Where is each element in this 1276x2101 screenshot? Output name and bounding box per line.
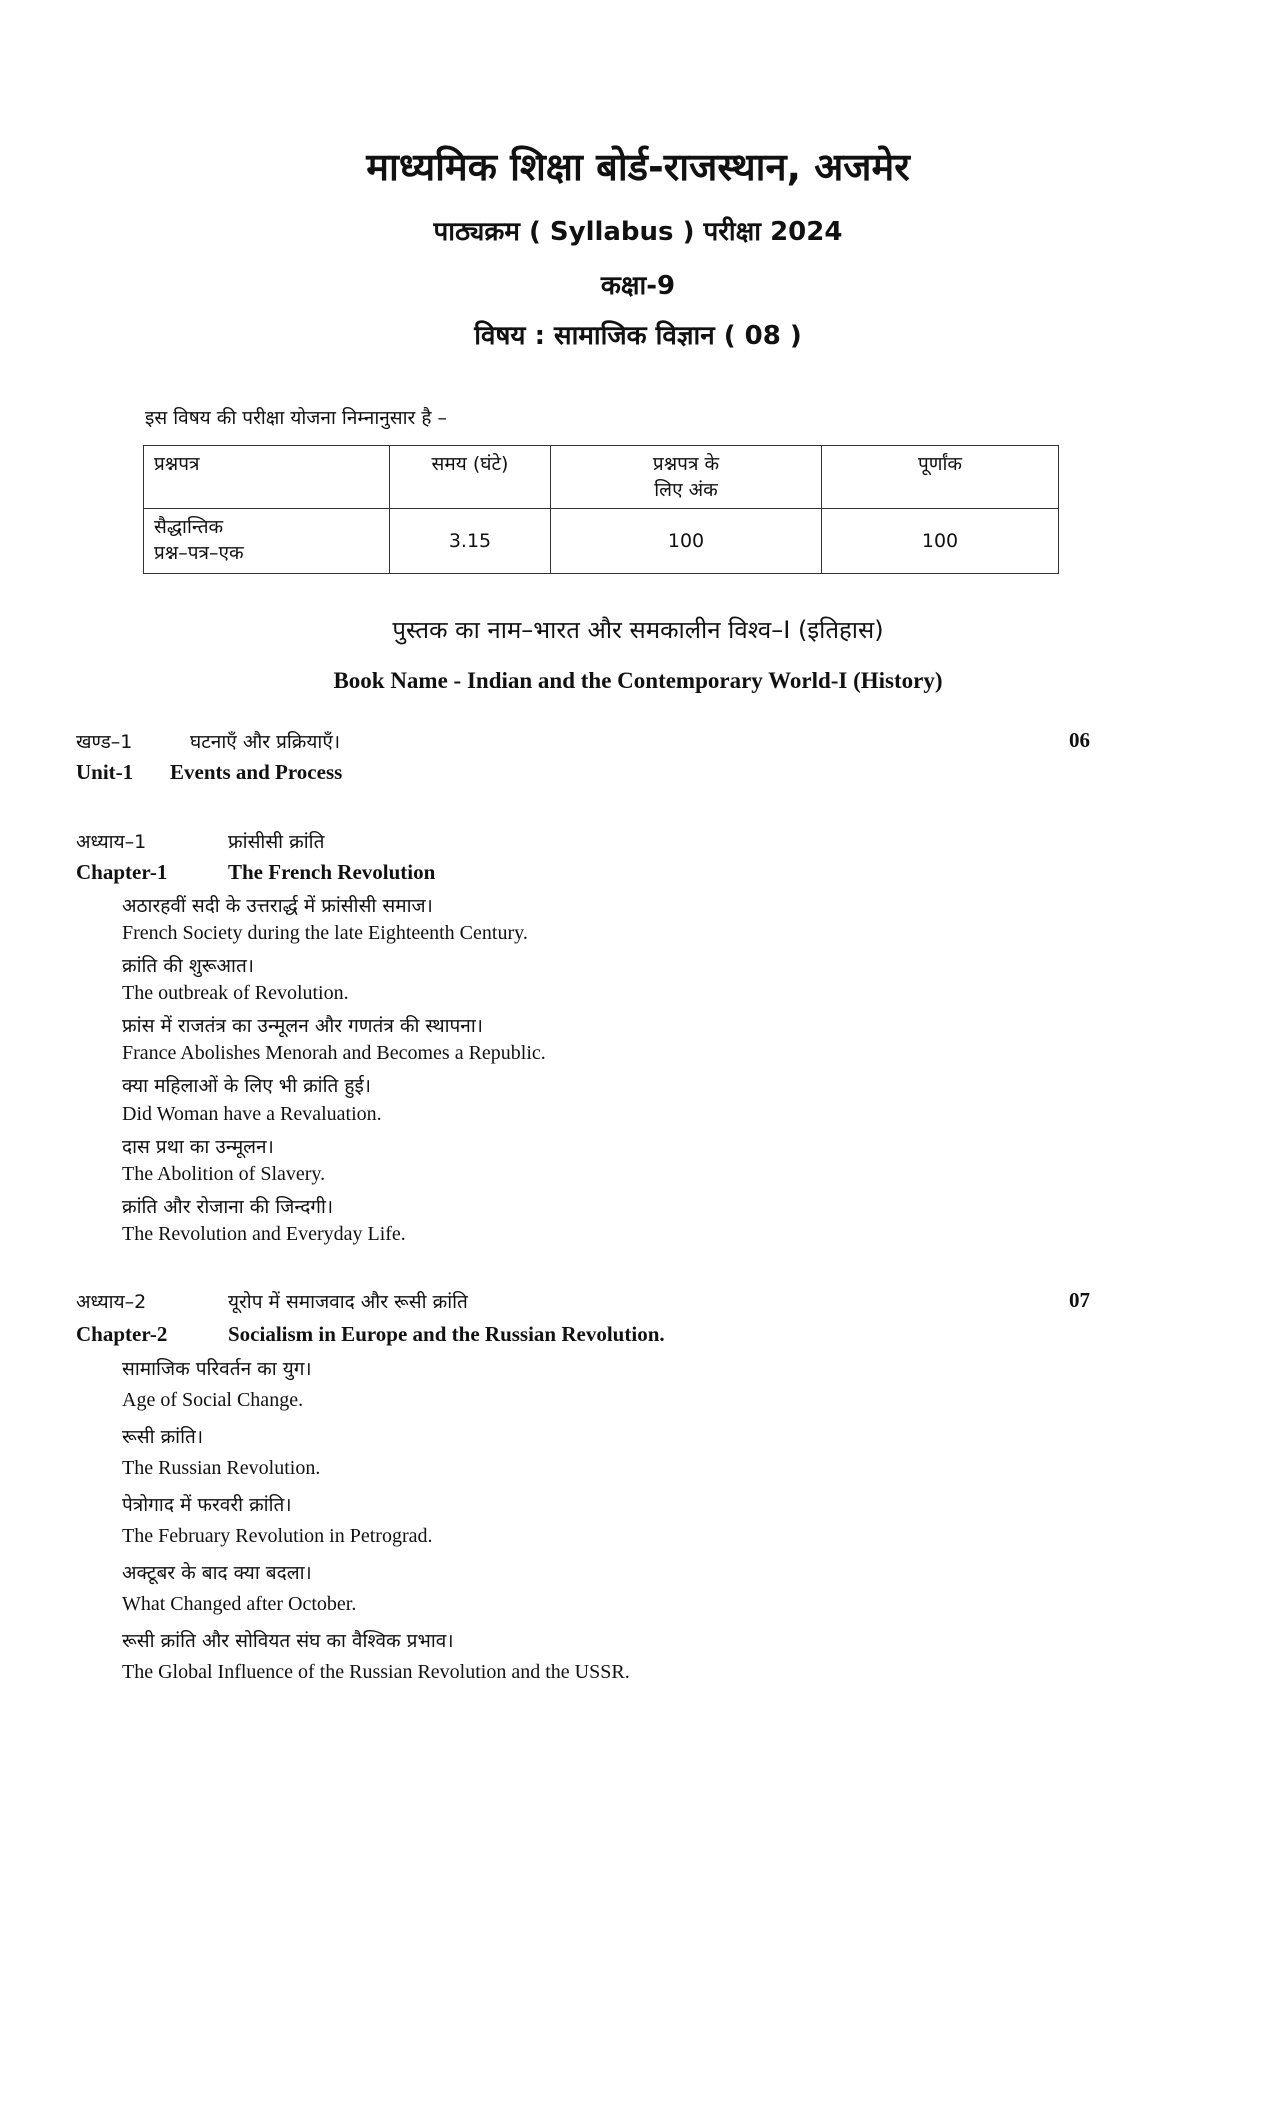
chapter2-topic-english: Age of Social Change. [122,1389,304,1411]
chapter2-title-english: Socialism in Europe and the Russian Revolution. [228,1322,665,1346]
chapter1-topic-english: France Abolishes Menorah and Becomes a Republic. [122,1042,546,1064]
unit-title-english: Events and Process [170,760,343,784]
header-total: पूर्णांक [822,446,1059,509]
chapter1-topic-hindi: क्रांति और रोजाना की जिन्दगी। [122,1196,334,1218]
cell-paper-line2: प्रश्न–पत्र–एक [154,542,244,564]
header-time: समय (घंटे) [390,446,551,509]
chapter1-topic-hindi: क्रांति की शुरूआत। [122,955,254,977]
cell-paper-line1: सैद्धान्तिक [154,516,224,538]
exam-scheme-table [143,445,1059,574]
chapter2-title-hindi: यूरोप में समाजवाद और रूसी क्रांति [228,1291,468,1313]
syllabus-heading: पाठ्यक्रम ( Syllabus ) परीक्षा 2024 [433,217,843,247]
chapter2-topic-hindi: सामाजिक परिवर्तन का युग। [122,1358,312,1380]
unit-label-english: Unit-1 [76,760,134,784]
unit-label-hindi: खण्ड–1 [76,731,133,753]
chapter1-topic-english: The Revolution and Everyday Life. [122,1223,406,1245]
cell-paper [144,509,390,574]
cell-total: 100 [822,509,1059,574]
chapter1-title-hindi: फ्रांसीसी क्रांति [228,831,325,853]
subject-heading: विषय : सामाजिक विज्ञान ( 08 ) [474,321,802,351]
chapter1-topic-hindi: अठारहवीं सदी के उत्तरार्द्ध में फ्रांसीसी समाज। [122,895,433,917]
board-title: माध्यमिक शिक्षा बोर्ड-राजस्थान, अजमेर [366,145,910,189]
chapter1-topic-hindi: दास प्रथा का उन्मूलन। [122,1136,274,1158]
unit-marks: 06 [1069,728,1090,752]
chapter1-label-english: Chapter-1 [76,860,168,884]
chapter1-label-hindi: अध्याय–1 [76,831,147,853]
chapter2-topic-english: The Global Influence of the Russian Revolution and the USSR. [122,1661,630,1683]
class-heading: कक्षा-9 [600,271,676,301]
cell-marks: 100 [551,509,822,574]
book-name-hindi: पुस्तक का नाम–भारत और समकालीन विश्व–I (इतिहास) [392,616,884,644]
chapter1-topic-english: French Society during the late Eighteenth Century. [122,922,528,944]
unit-title-hindi: घटनाएँ और प्रक्रियाएँ। [190,731,341,753]
chapter2-topic-hindi: अक्टूबर के बाद क्या बदला। [122,1562,312,1584]
header-marks-line2: लिए अंक [654,479,718,501]
cell-time: 3.15 [390,509,551,574]
chapter1-topic-english: The Abolition of Slavery. [122,1163,326,1185]
chapter2-topic-english: What Changed after October. [122,1593,357,1615]
header-paper: प्रश्नपत्र [144,446,390,509]
chapter2-label-hindi: अध्याय–2 [76,1291,147,1313]
chapter2-topic-hindi: रूसी क्रांति और सोवियत संघ का वैश्विक प्रभाव। [122,1630,454,1652]
exam-scheme-intro: इस विषय की परीक्षा योजना निम्नानुसार है – [145,407,447,429]
chapter1-topic-hindi: फ्रांस में राजतंत्र का उन्मूलन और गणतंत्र की स्थापना। [122,1015,483,1037]
header-marks [551,446,822,509]
chapter2-topic-english: The February Revolution in Petrograd. [122,1525,433,1547]
chapter1-title-english: The French Revolution [228,860,436,884]
chapter1-topic-english: Did Woman have a Revaluation. [122,1103,382,1125]
chapter1-topic-english: The outbreak of Revolution. [122,982,349,1004]
header-marks-line1: प्रश्नपत्र के [652,453,720,475]
chapter2-topic-english: The Russian Revolution. [122,1457,321,1479]
table-row [144,509,1059,574]
chapter1-topic-hindi: क्या महिलाओं के लिए भी क्रांति हुई। [122,1075,371,1097]
table-header-row [144,446,1059,509]
chapter2-topic-hindi: पेत्रोगाद में फरवरी क्रांति। [122,1494,292,1516]
chapter2-topic-hindi: रूसी क्रांति। [122,1426,204,1448]
book-name-english: Book Name - Indian and the Contemporary World-I (History) [333,668,943,693]
chapter2-marks: 07 [1069,1288,1090,1312]
chapter2-label-english: Chapter-2 [76,1322,168,1346]
